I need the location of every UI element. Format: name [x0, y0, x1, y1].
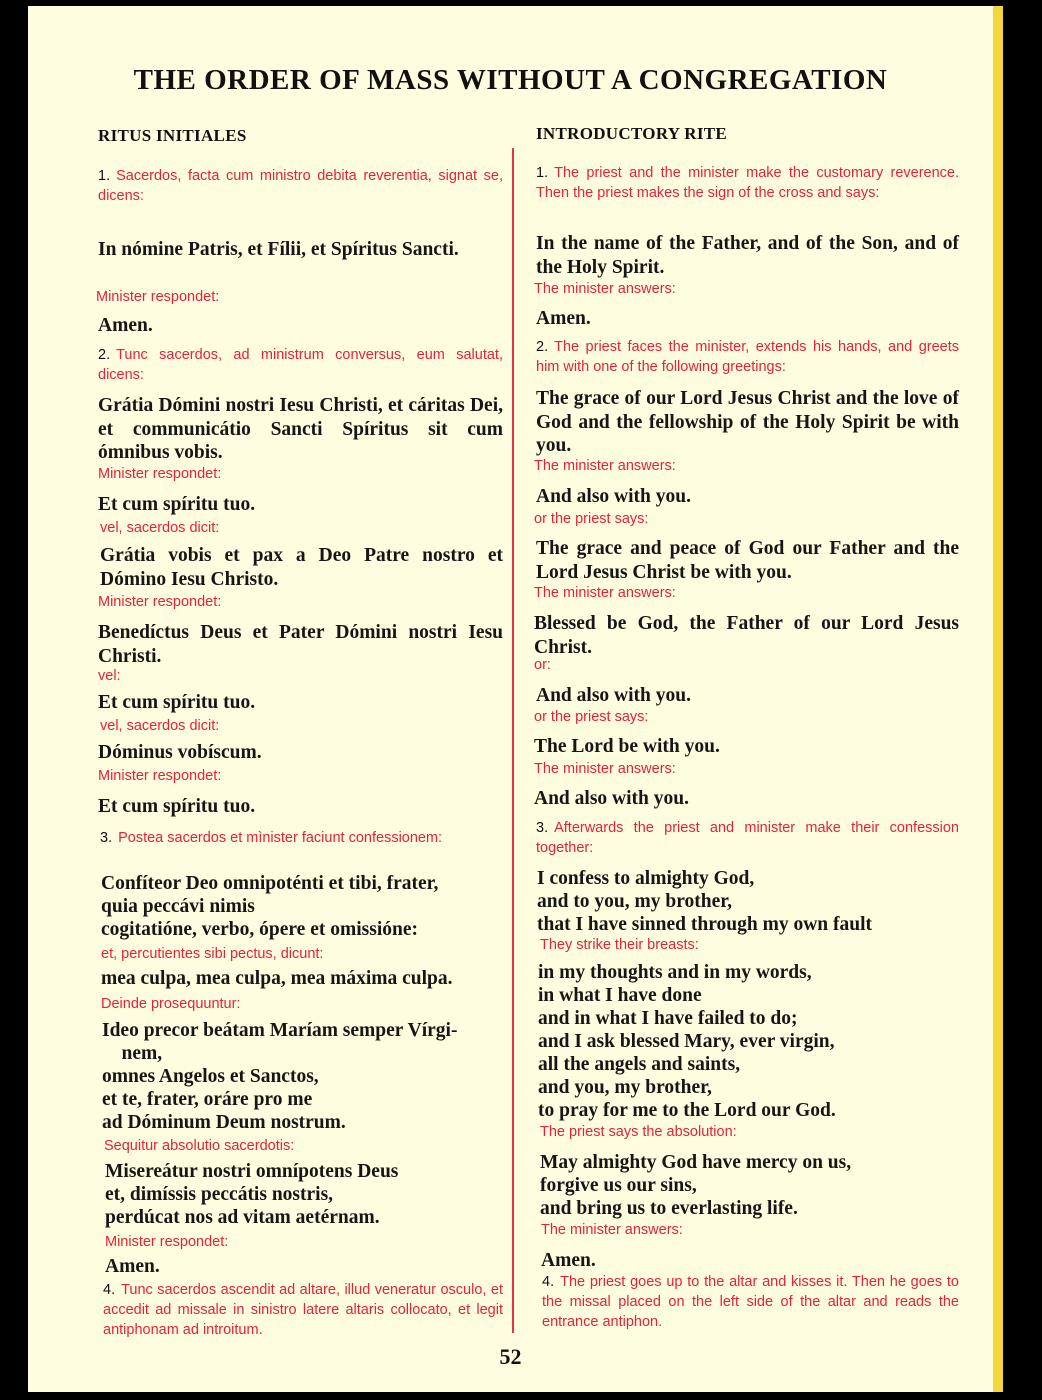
latin-mea-culpa: mea culpa, mea culpa, mea máxima culpa.: [101, 968, 453, 989]
rubric-text: Sacerdos, facta cum ministro debita reverentia, signat se, dicens:: [98, 168, 503, 204]
latin-greeting-3: Dóminus vobíscum.: [98, 742, 262, 763]
english-response-2: And also with you.: [536, 486, 691, 507]
english-amen-2: Amen.: [541, 1250, 596, 1271]
page-number: 52: [499, 1344, 522, 1369]
latin-absolution: Misereátur nostri omnípotens Deus et, dimíssis peccátis nostris, perdúcat nos ad vitam aetérnam.: [105, 1161, 399, 1228]
latin-rubric-3: [100, 828, 503, 848]
rubric-text: Afterwards the priest and minister make their confession together:: [536, 820, 959, 856]
english-rubric-absolution: The priest says the absolution:: [540, 1124, 737, 1140]
section-number: 3.: [536, 820, 549, 836]
english-rubric-or-3: or the priest says:: [534, 709, 649, 725]
latin-greeting-1: Grátia Dómini nostri Iesu Christi, et cáritas Dei, et communicátio Sancti Spíritus sit cum ómnibus vobis.: [98, 395, 503, 463]
latin-rubric-strike: et, percutientes sibi pectus, dicunt:: [101, 946, 324, 962]
latin-rubric-respond-3: Minister respondet:: [98, 594, 222, 610]
latin-rubric-vel-3: vel, sacerdos dicit:: [100, 718, 220, 734]
latin-rubric-4: [103, 1280, 503, 1340]
english-greeting-2: The grace and peace of God our Father and the Lord Jesus Christ be with you.: [536, 538, 959, 583]
latin-confiteor-2: Ideo precor beátam Maríam semper Vírgi- nem, omnes Angelos et Sanctos, et te, frater, oráre pro me ad Dóminum Deum nostrum.: [102, 1020, 458, 1133]
section-number: 4.: [103, 1282, 116, 1298]
section-number: 3.: [100, 830, 113, 846]
section-number: 4.: [542, 1274, 555, 1290]
latin-greeting-2: Grátia vobis et pax a Deo Patre nostro et Dómino Iesu Christo.: [100, 545, 503, 590]
latin-amen-1: Amen.: [98, 315, 153, 336]
latin-response-2: Et cum spíritu tuo.: [98, 494, 256, 515]
latin-rubric-1: [98, 166, 503, 206]
latin-response-4: Et cum spíritu tuo.: [98, 796, 256, 817]
english-rubric-respond-2: The minister answers:: [534, 458, 676, 474]
english-invocation: In the name of the Father, and of the Son, and of the Holy Spirit.: [536, 233, 959, 278]
english-confiteor-1: I confess to almighty God, and to you, my brother, that I have sinned through my own fault: [537, 868, 872, 935]
latin-amen-2: Amen.: [105, 1256, 160, 1277]
english-rubric-3: [536, 818, 959, 858]
rubric-text: The priest faces the minister, extends his hands, and greets him with one of the following greetings:: [536, 339, 959, 375]
latin-response-3: Benedíctus Deus et Pater Dómini nostri Iesu Christi.: [98, 622, 503, 667]
section-number: 1.: [536, 165, 549, 181]
section-number: 2.: [536, 339, 549, 355]
latin-rubric-continue: Deinde prosequuntur:: [101, 996, 241, 1012]
latin-rubric-2: [98, 345, 503, 385]
section-number: 2.: [98, 347, 111, 363]
page-title: THE ORDER OF MASS WITHOUT A CONGREGATION: [133, 64, 888, 96]
english-rubric-strike: They strike their breasts:: [540, 937, 699, 953]
english-heading: INTRODUCTORY RITE: [536, 124, 728, 143]
english-greeting-3: The Lord be with you.: [534, 736, 720, 757]
latin-rubric-vel-2: vel:: [98, 668, 121, 684]
english-rubric-1: [536, 163, 959, 203]
rubric-text: Tunc sacerdos ascendit ad altare, illud veneratur osculo, et accedit ad missale in sinistro latere altaris collocato, et legit antiphonam ad introitum.: [103, 1282, 503, 1338]
english-rubric-respond-4: The minister answers:: [534, 761, 676, 777]
latin-rubric-respond-2: Minister respondet:: [98, 466, 222, 482]
latin-heading: RITUS INITIALES: [98, 126, 247, 145]
english-response-3b: And also with you.: [536, 685, 691, 706]
english-response-3: Blessed be God, the Father of our Lord Jesus Christ.: [534, 613, 959, 658]
latin-rubric-vel-1: vel, sacerdos dicit:: [100, 520, 220, 536]
latin-rubric-respond-4: Minister respondet:: [98, 768, 222, 784]
english-rubric-or-1: or the priest says:: [534, 511, 649, 527]
english-rubric-or-2: or:: [534, 657, 551, 673]
english-rubric-respond-3: The minister answers:: [534, 585, 676, 601]
missal-page: [28, 6, 1003, 1392]
english-rubric-respond-1: The minister answers:: [534, 281, 676, 297]
latin-rubric-absolution: Sequitur absolutio sacerdotis:: [104, 1138, 295, 1154]
english-rubric-2: [536, 337, 959, 377]
rubric-text: The priest and the minister make the customary reverence. Then the priest makes the sign of the cross and says:: [536, 165, 959, 201]
rubric-text: The priest goes up to the altar and kisses it. Then he goes to the missal placed on the left side of the altar and reads the entrance antiphon.: [542, 1274, 959, 1330]
column-divider: [512, 148, 514, 1333]
latin-response-3b: Et cum spíritu tuo.: [98, 692, 256, 713]
latin-rubric-respond-5: Minister respondet:: [105, 1234, 229, 1250]
rubric-text: Postea sacerdos et mìnister faciunt confessionem:: [118, 830, 443, 846]
latin-invocation: In nómine Patris, et Fílii, et Spíritus Sancti.: [98, 239, 459, 260]
rubric-text: Tunc sacerdos, ad ministrum conversus, eum salutat, dicens:: [98, 347, 503, 383]
latin-rubric-respond-1: Minister respondet:: [96, 289, 220, 305]
latin-confiteor-1: Confíteor Deo omnipoténti et tibi, frater, quia peccávi nimis cogitatióne, verbo, ópere et omissióne:: [101, 873, 439, 940]
section-number: 1.: [98, 168, 111, 184]
english-amen-1: Amen.: [536, 308, 591, 329]
english-absolution: May almighty God have mercy on us, forgive us our sins, and bring us to everlasting life.: [540, 1152, 852, 1219]
english-response-4: And also with you.: [534, 788, 689, 809]
english-rubric-4: [542, 1272, 959, 1332]
english-greeting-1: The grace of our Lord Jesus Christ and the love of God and the fellowship of the Holy Spirit be with you.: [536, 388, 959, 456]
english-confiteor-2: in my thoughts and in my words, in what I have done and in what I have failed to do; and I ask blessed Mary, ever virgin, all the angels and saints, and you, my brother, to pray for me to the Lord our God.: [538, 962, 836, 1121]
english-rubric-respond-5: The minister answers:: [541, 1222, 683, 1238]
